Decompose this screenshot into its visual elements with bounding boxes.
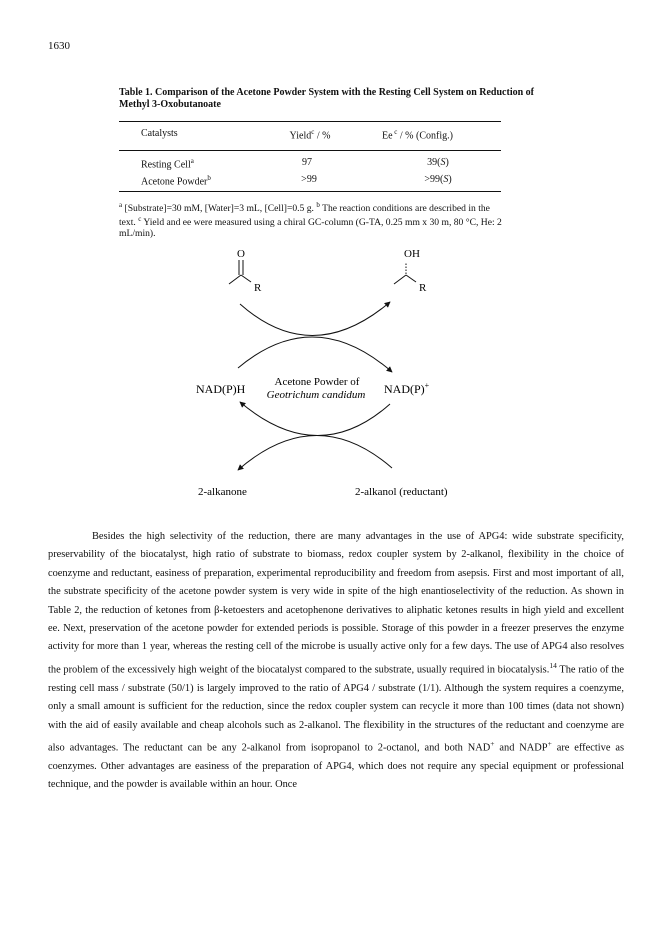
middle-arc-arrow [238,337,392,372]
table-caption-label: Table 1. [119,87,153,98]
header-catalysts: Catalysts [141,128,178,139]
row-acetone-powder-ee: >99(S) [424,174,452,185]
lower-arc-arrow [240,402,390,436]
nadph-label: NAD(P)H [196,382,246,396]
table-header-rule [119,150,501,151]
ketone-r-label: R [254,282,262,294]
row-resting-cell-catalyst: Resting Cell$^a$ [141,157,194,171]
row-acetone-powder-yield: >99 [301,174,317,185]
alkanol-label: 2-alkanol (reductant) [355,486,448,498]
table-caption-text: Comparison of the Acetone Powder System with the Resting Cell System on Reduction of Methyl 3-Oxobutanoate [119,87,534,110]
table-bottom-rule [119,191,501,192]
enzyme-label-line1: Acetone Powder of [274,376,360,388]
body-text [48,528,624,795]
row-acetone-powder-catalyst: Acetone Powder$^b$ [141,174,211,188]
table-caption [119,87,539,111]
row-resting-cell-yield: 97 [302,157,312,168]
alcohol-structure [394,262,416,284]
reaction-scheme [0,240,672,510]
bottom-arc-arrow [238,435,392,470]
ketone-oxygen-label: O [237,248,245,260]
alkanone-label: 2-alkanone [198,486,247,498]
nadp-label: NAD(P)+ [384,381,430,396]
page-number: 1630 [48,40,70,52]
alcohol-oh-label: OH [404,248,420,260]
ketone-structure [229,260,251,284]
header-ee: Ee $^c$ / % (Config.) [382,128,453,142]
alcohol-r-label: R [419,282,427,294]
table-footnote: $^a$ [Substrate]=30 mM, [Water]=3 mL, [Cell]=0.5 g. $^b$ The reaction conditions are described in the text. $^c$ Yield and ee were measured using a chiral GC-column (G-TA, 0.25 mm x 30 m, 80 °C, He: 2 mL/min). [119,201,502,240]
upper-arc-arrow [240,302,390,336]
row-resting-cell-ee: 39(S) [427,157,449,168]
enzyme-label-line2: Geotrichum candidum [266,389,366,401]
header-yield: Yield$^c$ / % [289,128,331,142]
body-paragraph: Besides the high selectivity of the reduction, there are many advantages in the use of APG4: wide substrate specificity, preservability of the biocatalyst, high ratio of substrate to biomass, redox coupler system by 2-alkanol, flexibility in the choice of coenzyme and reductant, easiness of preparation, experimental reproducibility and freedom from asepsis. First and most important of all, the substrate specificity of the acetone powder system is very wide in spite of the high enantioselectivity of the reduction. As shown in Table 2, the reduction of ketones from β-ketoesters and acetophenone derivatives to aliphatic ketones results in high yield and excellent ee. Next, preservation of the acetone powder for extended periods is possible. Storage of this powder in a freezer preserves the enzyme activity for more than 1 year, whereas the resting cell of the microbe is usually active only for a few days. The use of APG4 also resolves the problem of the excessively high weight of the biocatalyst compared to the substrate, usually required in biocatalysis.$^{14}$ The ratio of the resting cell mass / substrate (50/1) is largely improved to the ratio of APG4 / substrate (1/1). Although the system requires a coenzyme, only a small amount is sufficient for the reduction, since the redox coupler system can recycle it more than 100 times (data not shown) with the aid of easily available and cheap alcohols such as 2-alkanol. The flexibility in the structures of the reductant and coenzyme are also advantages. The reductant can be any 2-alkanol from isopropanol to 2-octanol, and both NAD+ and NADP+ are effective as coenzymes. Other advantages are easiness of the preparation of APG4, which does not require any special equipment or professional technique, and the powder is available within an hour. Once [48,531,625,791]
table-top-rule [119,121,501,122]
